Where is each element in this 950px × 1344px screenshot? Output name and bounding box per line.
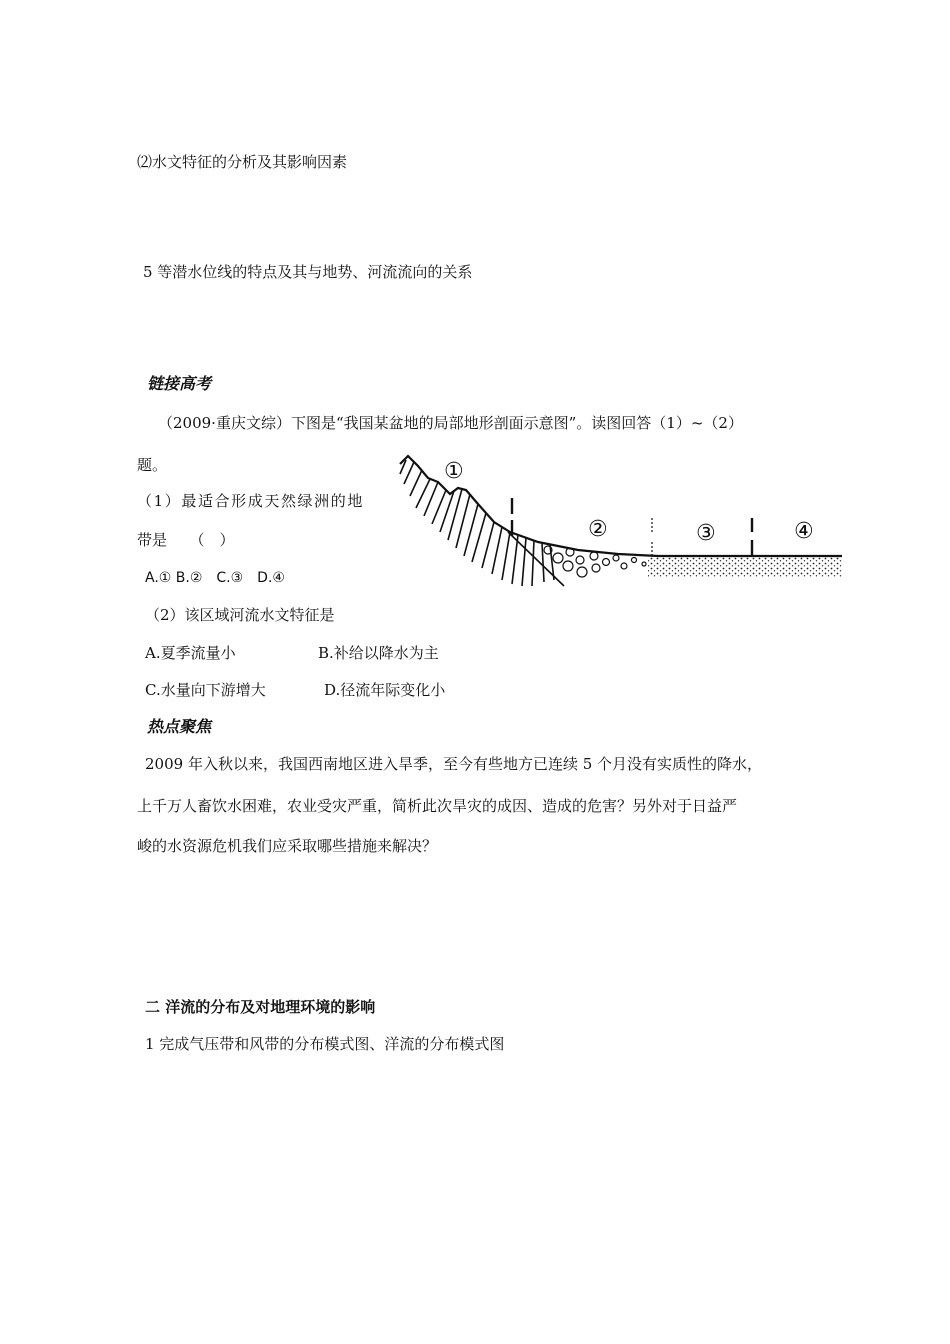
bedrock-base-line (508, 532, 564, 586)
fine-sediment (648, 557, 842, 577)
terrain-profile-diagram (398, 452, 844, 588)
diagram-label-1: ① (444, 459, 464, 484)
gaokao-intro-line-2: 题。 (137, 456, 168, 474)
question-1-line-2: 带是 （ ） (137, 531, 235, 549)
hotspot-line-2: 上千万人畜饮水困难，农业受灾严重，简析此次旱灾的成因、造成的危害？另外对于日益严 (137, 797, 738, 815)
section-item-5: 5 等潜水位线的特点及其与地势、河流流向的关系 (143, 263, 473, 281)
heading-section-2: 二 洋流的分布及对地理环境的影响 (145, 998, 376, 1016)
question-1-line-1: （1）最适合形成天然绿洲的地 (137, 492, 364, 510)
question-2-option-b: B.补给以降水为主 (318, 644, 439, 662)
bedrock-hatching (400, 460, 554, 586)
question-2-option-c: C.水量向下游增大 (145, 681, 266, 699)
hotspot-line-1: 2009 年入秋以来，我国西南地区进入旱季，至今有些地方已连续 5 个月没有实质性的降水， (145, 755, 763, 773)
question-2-stem: （2）该区域河流水文特征是 (145, 606, 335, 624)
section-item-2: ⑵水文特征的分析及其影响因素 (137, 153, 348, 171)
question-1-options: A.① B.② C.③ D.④ (145, 570, 285, 586)
diagram-label-2: ② (588, 517, 608, 542)
heading-gaokao: 链接高考 (147, 374, 212, 393)
diagram-label-4: ④ (794, 519, 814, 544)
question-2-option-a: A.夏季流量小 (145, 644, 236, 662)
heading-hotspot: 热点聚焦 (147, 717, 212, 736)
gaokao-intro-text: （2009·重庆文综）下图是“我国某盆地的局部地形剖面示意图”。读图回答（1）~（2） (158, 414, 743, 432)
section-2-item-1: 1 完成气压带和风带的分布模式图、洋流的分布模式图 (145, 1035, 505, 1053)
question-2-option-d: D.径流年际变化小 (324, 681, 446, 699)
hotspot-line-3: 峻的水资源危机我们应采取哪些措施来解决？ (137, 837, 438, 855)
gaokao-intro-line-1 (158, 413, 808, 433)
diagram-label-3: ③ (696, 521, 716, 546)
